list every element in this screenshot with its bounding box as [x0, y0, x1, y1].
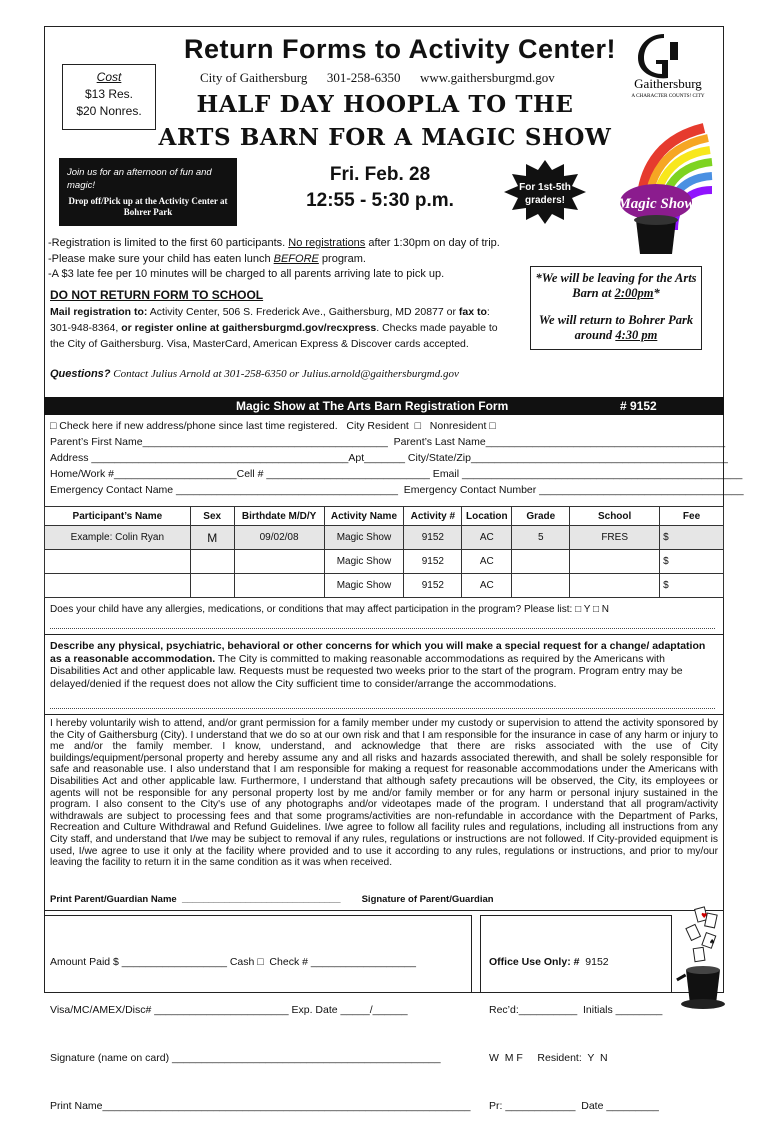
- page-title: Return Forms to Activity Center!: [183, 34, 617, 64]
- address-fields[interactable]: Address ____________________________________________Apt_______ City/State/Zip____________________________________________: [50, 452, 728, 464]
- event-date: Fri. Feb. 28: [329, 164, 431, 185]
- form-number: # 9152: [620, 399, 657, 413]
- cell-fee[interactable]: $: [660, 550, 724, 574]
- signature-line[interactable]: Print Parent/Guardian Name ______________________________ Signature of Parent/Guardian: [50, 894, 494, 905]
- cost-resident: $13 Res.: [84, 87, 134, 101]
- logo-name: Gaithersburg: [634, 76, 702, 91]
- divider: [44, 910, 724, 911]
- header-activity-name: Activity Name: [324, 507, 404, 526]
- svg-text:♥: ♥: [701, 912, 708, 920]
- cell-birthdate[interactable]: [234, 574, 324, 598]
- office-use-title: Office Use Only: # 9152: [489, 956, 609, 968]
- cell-activity-number: 9152: [404, 574, 462, 598]
- magic-show-illustration: [594, 120, 714, 260]
- cell-birthdate[interactable]: [234, 550, 324, 574]
- cost-caption: Cost: [96, 70, 122, 84]
- received-field[interactable]: Rec’d:__________ Initials ________: [489, 1004, 663, 1016]
- return-line: We will return to Bohrer Park around 4:30 pm: [538, 313, 694, 342]
- processed-field[interactable]: Pr: ____________ Date _________: [489, 1100, 659, 1112]
- header-activity-number: Activity #: [404, 507, 462, 526]
- svg-text:♠: ♠: [709, 938, 716, 946]
- table-row-example: [45, 526, 724, 550]
- grades-badge: [500, 160, 590, 224]
- schedule-box: [530, 266, 702, 350]
- cell-activity: Magic Show: [324, 550, 404, 574]
- cell-name[interactable]: [45, 550, 191, 574]
- accommodation-section: Describe any physical, psychiatric, behavioral or other concerns for which you will make a special request for a change/ adaptation as a reasonable accommodation. The City is committed to making reasonable accommodations as required by the Americans with Disabilities Act and other applicable law. Requests must be requested two weeks prior to the start of the program. Program entry may be delayed/denied if the request does not allow the City sufficient time to consider/arrange the accommodations.: [50, 640, 706, 690]
- cell-fee: $: [660, 526, 724, 550]
- cell-activity: Magic Show: [324, 526, 404, 550]
- form-title-bar: [44, 397, 724, 415]
- card-number-field[interactable]: Visa/MC/AMEX/Disc# _______________________ Exp. Date _____/______: [50, 1004, 408, 1016]
- office-use-box: [480, 915, 672, 1112]
- divider: [44, 634, 724, 635]
- cell-location: AC: [462, 526, 512, 550]
- note-line2: -Please make sure your child has eaten lunch BEFORE program.: [48, 252, 366, 265]
- cell-sex[interactable]: [190, 574, 234, 598]
- gaithersburg-logo: [620, 34, 716, 100]
- cell-fee[interactable]: $: [660, 574, 724, 598]
- mail-instructions: Mail registration to: Activity Center, 506 S. Frederick Ave., Gaithersburg, MD 20877 or fax to: 301-948-8364, or register online at gaithersburgmd.gov/recxpress. Checks made payable to the City of Gaithersburg. Visa, MasterCard, American Express & Discover cards accepted.: [50, 306, 498, 350]
- cost-box: [62, 64, 156, 130]
- cell-school[interactable]: [570, 550, 660, 574]
- join-text: Join us for an afternoon of fun and magic!: [67, 167, 212, 191]
- liability-waiver: I hereby voluntarily wish to attend, and/or grant permission for a family member under my custody or supervision to attend the activity sponsored by the City of Gaithersburg (City). I understand that we do so at our own risk and that I am responsible for the insurance in case of any harm or injury to me and/or the family member. I know, understand, and acknowledge that there are risks associated with the use of City buildings/equipment/personal property and hereby assume any and all risks and hazards associated therewith, and shall be solely responsible for safe and reasonable use. I also understand that I am responsible for making a request for reasonable accommodations under the Americans with Disabilities Act and other applicable law. Furthermore, I understand that although safety precautions will be observed, the City, its employees or agents will not be responsible for any personal property lost by me and/or family member or for any harm or personal injury sustained in the program. I also consent to the City's use of any photographs and/or videotapes made of the program. I understand that all program/activity withdrawals are subject to processing fees and that some programs/activities are non-refundable in accordance with the Department of Parks, Recreation and Culture Withdrawal and Refund Guidelines. I/we agree to follow all facility rules and regulations, including all instructions from any City staff, and understand that I/we may be subject to removal if any rules, regulations or instructions are not followed. If City-provided equipment is used, I/we agree to use it only at the facility where provided and to use it according to any rules, regulations or instructions, and prior to my/our leaving the facility to return it in the same condition as it was when received.: [50, 718, 718, 869]
- do-not-return-notice: DO NOT RETURN FORM TO SCHOOL: [50, 288, 264, 302]
- resident-field[interactable]: W M F Resident: Y N: [489, 1052, 608, 1064]
- cell-school: FRES: [570, 526, 660, 550]
- info-box: [59, 158, 237, 226]
- header-location: Location: [462, 507, 512, 526]
- table-row[interactable]: [45, 550, 724, 574]
- cell-name[interactable]: [45, 574, 191, 598]
- cell-location: AC: [462, 550, 512, 574]
- event-title-line1: HALF DAY HOOPLA TO THE: [196, 91, 574, 118]
- cell-name: Example: Colin Ryan: [45, 526, 191, 550]
- header-birthdate: Birthdate M/D/Y: [234, 507, 324, 526]
- cell-activity: Magic Show: [324, 574, 404, 598]
- table-header-row: [45, 507, 724, 526]
- event-title-line2: ARTS BARN FOR A MAGIC SHOW: [158, 124, 612, 151]
- event-notes: [48, 236, 500, 283]
- phone-email-fields[interactable]: Home/Work #_____________________Cell # ____________________________ Email ________________________________________________: [50, 468, 743, 480]
- logo-tagline: A CHARACTER COUNTS! CITY: [631, 93, 705, 99]
- cell-grade[interactable]: [512, 574, 570, 598]
- contact-line: [200, 70, 555, 86]
- cell-birthdate: 09/02/08: [234, 526, 324, 550]
- cost-nonresident: $20 Nonres.: [76, 104, 142, 118]
- grades-badge-text: For 1st-5th graders!: [519, 182, 571, 206]
- allergy-question[interactable]: Does your child have any allergies, medications, or conditions that may affect participation in the program? Please list: □ Y □ N: [50, 604, 610, 615]
- header-sex: Sex: [190, 507, 234, 526]
- cell-school[interactable]: [570, 574, 660, 598]
- website: www.gaithersburgmd.gov: [420, 70, 555, 85]
- magic-hat-cards-icon: [676, 904, 730, 1014]
- amount-paid-field[interactable]: Amount Paid $ __________________ Cash □ Check # __________________: [50, 956, 416, 968]
- dropoff-text: Drop off/Pick up at the Activity Center at Bohrer Park: [68, 196, 228, 217]
- participant-table: [44, 506, 724, 598]
- note-line1: -Registration is limited to the first 60 participants. No registrations after 1:30pm on day of trip.: [48, 237, 500, 249]
- table-row[interactable]: [45, 574, 724, 598]
- cell-sex: M: [190, 526, 234, 550]
- event-datetime: [270, 162, 490, 214]
- questions-line: Questions? Contact Julius Arnold at 301-258-6350 or Julius.arnold@gaithersburgmd.gov: [50, 368, 459, 380]
- note-line3: -A $3 late fee per 10 minutes will be charged to all parents arriving late to pick up.: [48, 268, 445, 280]
- event-title: [150, 88, 620, 154]
- payment-box: [44, 915, 472, 1112]
- city-name: City of Gaithersburg: [200, 70, 308, 85]
- phone-number: 301-258-6350: [326, 70, 401, 85]
- cell-grade: 5: [512, 526, 570, 550]
- header-school: School: [570, 507, 660, 526]
- accommodation-answer-line[interactable]: [50, 708, 715, 709]
- allergy-answer-line[interactable]: [50, 628, 715, 629]
- cell-grade[interactable]: [512, 550, 570, 574]
- cell-location: AC: [462, 574, 512, 598]
- header-grade: Grade: [512, 507, 570, 526]
- leaving-line: *We will be leaving for the Arts Barn at 2:00pm*: [535, 271, 697, 300]
- emergency-contact-fields[interactable]: Emergency Contact Name ______________________________________ Emergency Contact Number ___________________________________: [50, 484, 744, 496]
- header-fee: Fee: [660, 507, 724, 526]
- cell-sex[interactable]: [190, 550, 234, 574]
- card-signature-field[interactable]: Signature (name on card) ______________________________________________: [50, 1052, 441, 1064]
- print-name-field[interactable]: Print Name_______________________________________________________________: [50, 1100, 471, 1112]
- cell-activity-number: 9152: [404, 526, 462, 550]
- magic-logo-text: Magic Show: [617, 196, 695, 212]
- header-participant-name: Participant’s Name: [45, 507, 191, 526]
- event-time: 12:55 - 5:30 p.m.: [306, 190, 454, 211]
- parent-name-fields[interactable]: Parent’s First Name__________________________________________ Parent’s Last Name_________________________________________: [50, 436, 726, 448]
- new-address-checkbox-line[interactable]: □ Check here if new address/phone since last time registered. City Resident □ Nonresident □: [50, 420, 496, 432]
- form-title: Magic Show at The Arts Barn Registration Form: [236, 399, 509, 413]
- cell-activity-number: 9152: [404, 550, 462, 574]
- divider: [44, 714, 724, 715]
